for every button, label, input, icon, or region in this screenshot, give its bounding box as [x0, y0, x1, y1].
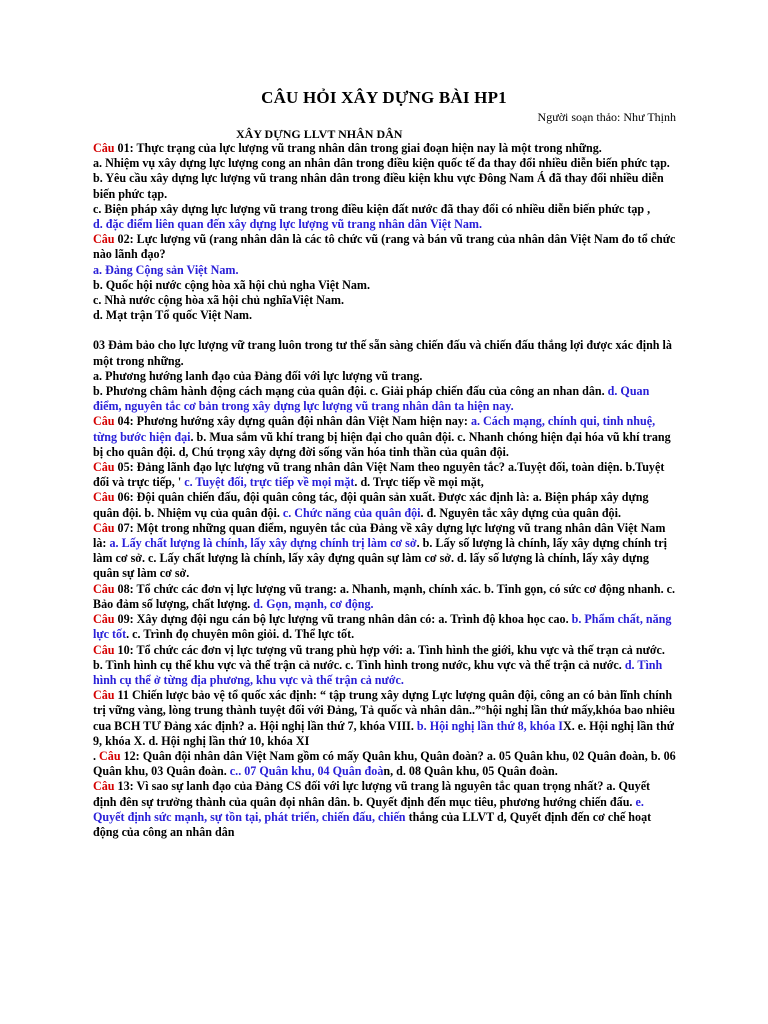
question-2-option-b: b. Quốc hội nước cộng hòa xã hội chủ ngha Việt Nam.	[93, 277, 371, 292]
question-3-answer: d. Quan điểm, nguyên tắc cơ bản trong xây dựng lực lượng vũ trang nhân dân ta hiện nay.	[93, 384, 650, 414]
question-10	[93, 643, 676, 689]
question-label: Câu	[93, 520, 115, 535]
question-text-rest: . b. Mua sắm vũ khí trang bị hiện đại cho quân đội. c. Nhanh chóng hiện đại hóa vũ khí trang bị cho quân đội. d, Chú trọng xây dựng đời sống văn hóa tinh thần của quân đội.	[93, 429, 671, 459]
question-text: 13: Vì sao sự lanh đạo của Đảng CS đối với lực lượng vũ trang là nguyên tắc quan trọng nhất? a. Quyết định đên sự trưởng thành của quân đọi nhân dân. b. Quyết định đến mục tiêu, phương hướng chiến đấu.	[93, 779, 651, 809]
section-heading: XÂY DỰNG LLVT NHÂN DÂN	[236, 127, 403, 141]
question-8	[93, 582, 676, 612]
question-label: Câu	[99, 748, 121, 763]
question-2-answer: a. Đảng Cộng sản Việt Nam.	[93, 262, 239, 277]
question-text: 11 Chiến lược bảo vệ tổ quốc xác định: “ tập trung xây dựng Lực lượng quân đội, công an có bản lĩnh chính trị vững vàng, lòng trung thành tuyệt đối với Đảng, Tả quốc và nhân dân..”°hội nghị lần thứ mấy,khóa bao nhiêu cua BCH TƯ Đảng xác định? a. Hội nghị lần thứ 7, khóa VIII.	[93, 688, 675, 733]
question-13-answer: e. Quyết định sức mạnh, sự tồn tại, phát triển, chiến đấu, chiến	[93, 794, 644, 824]
question-label: Câu	[93, 460, 115, 475]
question-text: 10: Tổ chức các đơn vị lực tượng vũ trang phù hợp với: a. Tình hình the giới, khu vực và thế trạn cả nước. b. Tình hình cụ thể khu vực và thế trận cả nước. c. Tình hình trong nước, khu vực và thế trận cả nước.	[93, 642, 665, 672]
question-2-option-d: d. Mạt trận Tổ quốc Việt Nam.	[93, 308, 253, 323]
spacer	[93, 323, 676, 338]
question-2-option-c: c. Nhà nước cộng hòa xã hội chủ nghĩaViệt Nam.	[93, 293, 345, 308]
question-text-rest: . đ. Nguyên tắc xây dựng của quân đội.	[420, 505, 621, 520]
question-text: 09: Xây dựng đội ngu cán bộ lực lượng vũ trang nhân dân có: a. Trình độ khoa học cao.	[114, 612, 572, 627]
question-text: 01: Thực trạng của lực lượng vũ trang nhân dân trong giai đoạn hiện nay là một trong những.	[114, 141, 602, 155]
document-title: CÂU HỎI XÂY DỰNG BÀI HP1	[261, 88, 507, 107]
question-1-option-c: c. Biện pháp xây dựng lực lượng vũ trang trong điều kiện đất nước đã thay đổi có nhiều diễn biến phức tạp ,	[93, 201, 651, 216]
question-6	[93, 490, 676, 520]
question-label: Câu	[93, 581, 115, 596]
question-3-option-a: a. Phương hướng lanh đạo của Đảng đối với lực lượng vũ trang.	[93, 368, 423, 383]
question-text-rest: . c. Trình đọ chuyên môn giỏi. d. Thể lực tốt.	[126, 627, 355, 642]
question-text-rest: . d. Trực tiếp về mọi mặt,	[354, 475, 484, 490]
question-label: Câu	[93, 779, 115, 794]
question-1-option-a: a. Nhiệm vụ xây dựng lực lượng cong an nhân dân trong điều kiện quốc tế đa thay đổi nhiều diễn biến phức tạp.	[93, 156, 670, 171]
question-9	[93, 612, 676, 642]
question-list	[93, 141, 676, 840]
question-lead: .	[93, 748, 100, 763]
question-label: Câu	[93, 232, 115, 247]
question-text: 07: Một trong những quan điểm, nguyên tắc của Đảng về xây dựng lực lượng vũ trang nhân dân Việt Nam là:	[93, 520, 666, 551]
question-text: 04: Phương hướng xây dựng quân đội nhân dân Việt Nam hiện nay:	[114, 414, 471, 429]
question-text: 02: Lực lượng vũ (rang nhân dân là các tô chức vũ (rang và bán vũ trang của nhân dân Việt Nam đo tổ chức nào lãnh đạo?	[93, 232, 676, 262]
question-text: 06: Đội quân chiến đấu, đội quân công tác, đội quân sản xuất. Được xác định là: a. Biện pháp xây dựng quân đội. b. Nhiệm vụ của quân đội.	[93, 490, 649, 520]
question-text-rest: X. e. Hội nghị lần thứ 9, khóa X. d. Hội nghị lần thứ 10, khóa XI	[93, 718, 675, 748]
question-text: 12: Quân đội nhân dân Việt Nam gồm có mấy Quân khu, Quân đoàn? a. 05 Quân khu, 02 Quân đoàn, b. 06 Quân khu, 03 Quân đoàn.	[93, 748, 676, 779]
question-2	[93, 232, 676, 262]
question-7-answer: a. Lấy chất lượng là chính, lấy xây dựng chính trị làm cơ sở	[109, 536, 417, 551]
question-13	[93, 779, 676, 840]
question-label: Câu	[93, 688, 115, 703]
question-label: Câu	[93, 612, 115, 627]
question-3: 03 Đảm bảo cho lực lượng vữ trang luôn trong tư thế sẵn sàng chiến đấu và chiến đấu thắng lợi được xác định là một trong những.	[93, 338, 672, 368]
question-1	[93, 141, 676, 156]
question-5	[93, 460, 676, 490]
question-5-answer: c. Tuyệt đối, trực tiếp về mọi mặt	[184, 475, 355, 490]
question-text: 08: Tổ chức các đơn vị lực lượng vũ trang: a. Nhanh, mạnh, chính xác. b. Tinh gọn, có sức cơ động nhanh. c. Bảo đảm số lượng, chất lượng.	[93, 581, 676, 611]
question-11	[93, 688, 676, 749]
question-11-answer: b. Hội nghị lần thứ 8, khóa I	[416, 718, 563, 733]
author-line: Người soạn thảo: Như Thịnh	[537, 110, 676, 124]
question-text-rest: n, d. 08 Quân khu, 05 Quân đoàn.	[383, 764, 558, 779]
question-3-option-bc: b. Phương châm hành động cách mạng của quân đội. c. Giải pháp chiến đấu của công an nhan dân.	[93, 384, 608, 399]
question-9-answer: b. Phẩm chất, năng lực tốt	[93, 612, 672, 642]
question-1-option-b: b. Yêu cầu xây dựng lực lượng vũ trang nhân dân trong điều kiện khu vực Đông Nam Á đã thay đổi nhiều diễn biến phức tạp.	[93, 171, 664, 201]
question-4-answer: a. Cách mạng, chính qui, tinh nhuệ, từng bước hiện đại	[93, 414, 656, 444]
question-8-answer: d. Gọn, mạnh, cơ động.	[253, 596, 374, 611]
question-1-answer: d. đặc điểm liên quan đến xây dựng lực lượng vũ trang nhân dân Việt Nam.	[93, 217, 483, 232]
question-12	[93, 749, 676, 779]
question-6-answer: c. Chức năng của quân đội	[282, 505, 421, 520]
question-7	[93, 521, 676, 582]
question-3-options	[93, 384, 676, 414]
question-label: Câu	[93, 490, 115, 505]
question-text: 05: Đảng lãnh đạo lực lượng vũ trang nhân dân Việt Nam theo nguyên tắc? a.Tuyệt đối, toàn diện. b.Tuyệt đối và trực tiếp, '	[93, 460, 665, 490]
question-10-answer: d. Tình hình cụ thể ở từng địa phương, khu vực và thế trận cả nước.	[93, 657, 663, 687]
question-12-answer: c.. 07 Quân khu, 04 Quân đoà	[229, 764, 384, 779]
question-label: Câu	[93, 141, 115, 155]
question-text-rest: thắng của LLVT d, Quyết định đến cơ chế hoạt động của công an nhân dân	[93, 809, 652, 839]
question-4	[93, 414, 676, 460]
question-text-rest: . b. Lấy số lượng là chính, lấy xây dựng chính trị làm cơ sở. c. Lấy chất lượng là chính, lấy xây đựng quân sự làm cơ sở. d. lấy số lượng là chính, lấy xây dựng quân sự làm cơ sở.	[93, 536, 667, 581]
question-label: Câu	[93, 414, 115, 429]
question-label: Câu	[93, 642, 115, 657]
